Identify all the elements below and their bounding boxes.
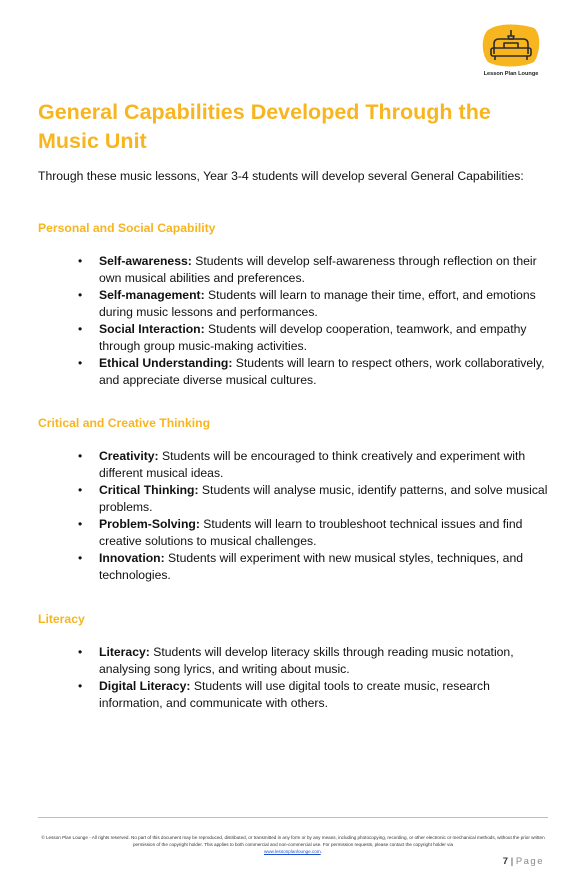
bullet-dot: • <box>78 288 83 302</box>
section-critical-creative <box>38 415 558 584</box>
bullet-text: Students will use digital tools to create music, research information, and communicate with others. <box>99 679 490 710</box>
intro-paragraph: Through these music lessons, Year 3-4 students will develop several General Capabilities: <box>38 169 524 183</box>
list-item <box>38 550 558 584</box>
list-item <box>38 253 558 287</box>
footer-website-link[interactable]: www.lessonplanlounge.com <box>264 849 321 854</box>
bullet-term: Self-management: <box>99 288 205 302</box>
bullet-text: Students will analyse music, identify patterns, and solve musical problems. <box>99 483 548 514</box>
bullet-term: Self-awareness: <box>99 254 192 268</box>
bullet-dot: • <box>78 356 83 370</box>
list-item <box>38 644 558 678</box>
bullet-list <box>38 644 558 712</box>
bullet-list <box>38 253 558 389</box>
bullet-text: Students will learn to respect others, work collaboratively, and appreciate diverse musical cultures. <box>99 356 545 387</box>
bullet-text: Students will experiment with new musical styles, techniques, and technologies. <box>99 551 524 582</box>
bullet-text: Students will develop literacy skills through reading music notation, analysing song lyrics, and writing about music. <box>99 645 514 676</box>
bullet-term: Critical Thinking: <box>99 483 199 497</box>
list-item <box>38 321 558 355</box>
page-number-word: Page <box>515 856 544 867</box>
footer-link-suffix: . <box>320 849 322 854</box>
bullet-list <box>38 448 558 584</box>
logo <box>478 24 544 80</box>
bullet-text: Students will develop cooperation, teamwork, and empathy through group music-making activities. <box>99 322 527 353</box>
bullet-term: Creativity: <box>99 449 159 463</box>
list-item <box>38 287 558 321</box>
bullet-text: Students will learn to troubleshoot technical issues and find creative solutions to musical challenges. <box>99 517 523 548</box>
footer-copyright-text: © Lesson Plan Lounge - All rights reserved. No part of this document may be reproduced, distributed, or transmitted in any form or by any means, including photocopying, recording, or other electronic or mechanical methods, without the prior written permission of the copyright holder. This applies to both commercial and non-commercial use. For permission requests, please contact the copyright holder via <box>41 835 545 847</box>
list-item <box>38 516 558 550</box>
list-item <box>38 355 558 389</box>
bullet-term: Digital Literacy: <box>99 679 191 693</box>
bullet-dot: • <box>78 449 83 463</box>
list-item <box>38 678 558 712</box>
logo-text: Lesson Plan Lounge <box>483 71 539 77</box>
bullet-dot: • <box>78 551 83 565</box>
bullet-dot: • <box>78 517 83 531</box>
bullet-term: Innovation: <box>99 551 165 565</box>
bullet-term: Ethical Understanding: <box>99 356 233 370</box>
page-number <box>503 856 544 868</box>
bullet-term: Social Interaction: <box>99 322 205 336</box>
section-literacy <box>38 611 558 712</box>
page-number-value: 7 <box>502 856 509 867</box>
bullet-term: Literacy: <box>99 645 150 659</box>
bullet-dot: • <box>78 679 83 693</box>
bullet-dot: • <box>78 483 83 497</box>
section-heading: Personal and Social Capability <box>38 221 216 235</box>
bullet-dot: • <box>78 645 83 659</box>
bullet-dot: • <box>78 254 83 268</box>
bullet-text: Students will develop self-awareness through reflection on their own musical abilities and preferences. <box>99 254 537 285</box>
list-item <box>38 448 558 482</box>
page-number-separator: | <box>508 856 516 867</box>
footer-copyright <box>38 834 548 855</box>
bullet-dot: • <box>78 322 83 336</box>
bullet-text: Students will be encouraged to think creatively and experiment with different musical ideas. <box>99 449 526 480</box>
section-heading: Literacy <box>38 612 85 626</box>
page-title: General Capabilities Developed Through the Music Unit <box>38 100 491 153</box>
section-personal-social <box>38 220 558 389</box>
sofa-with-lamp-icon <box>482 24 540 68</box>
footer-divider <box>38 817 548 818</box>
bullet-term: Problem-Solving: <box>99 517 200 531</box>
section-heading: Critical and Creative Thinking <box>38 416 211 430</box>
bullet-text: Students will learn to manage their time, effort, and emotions during music lessons and performances. <box>99 288 536 319</box>
list-item <box>38 482 558 516</box>
